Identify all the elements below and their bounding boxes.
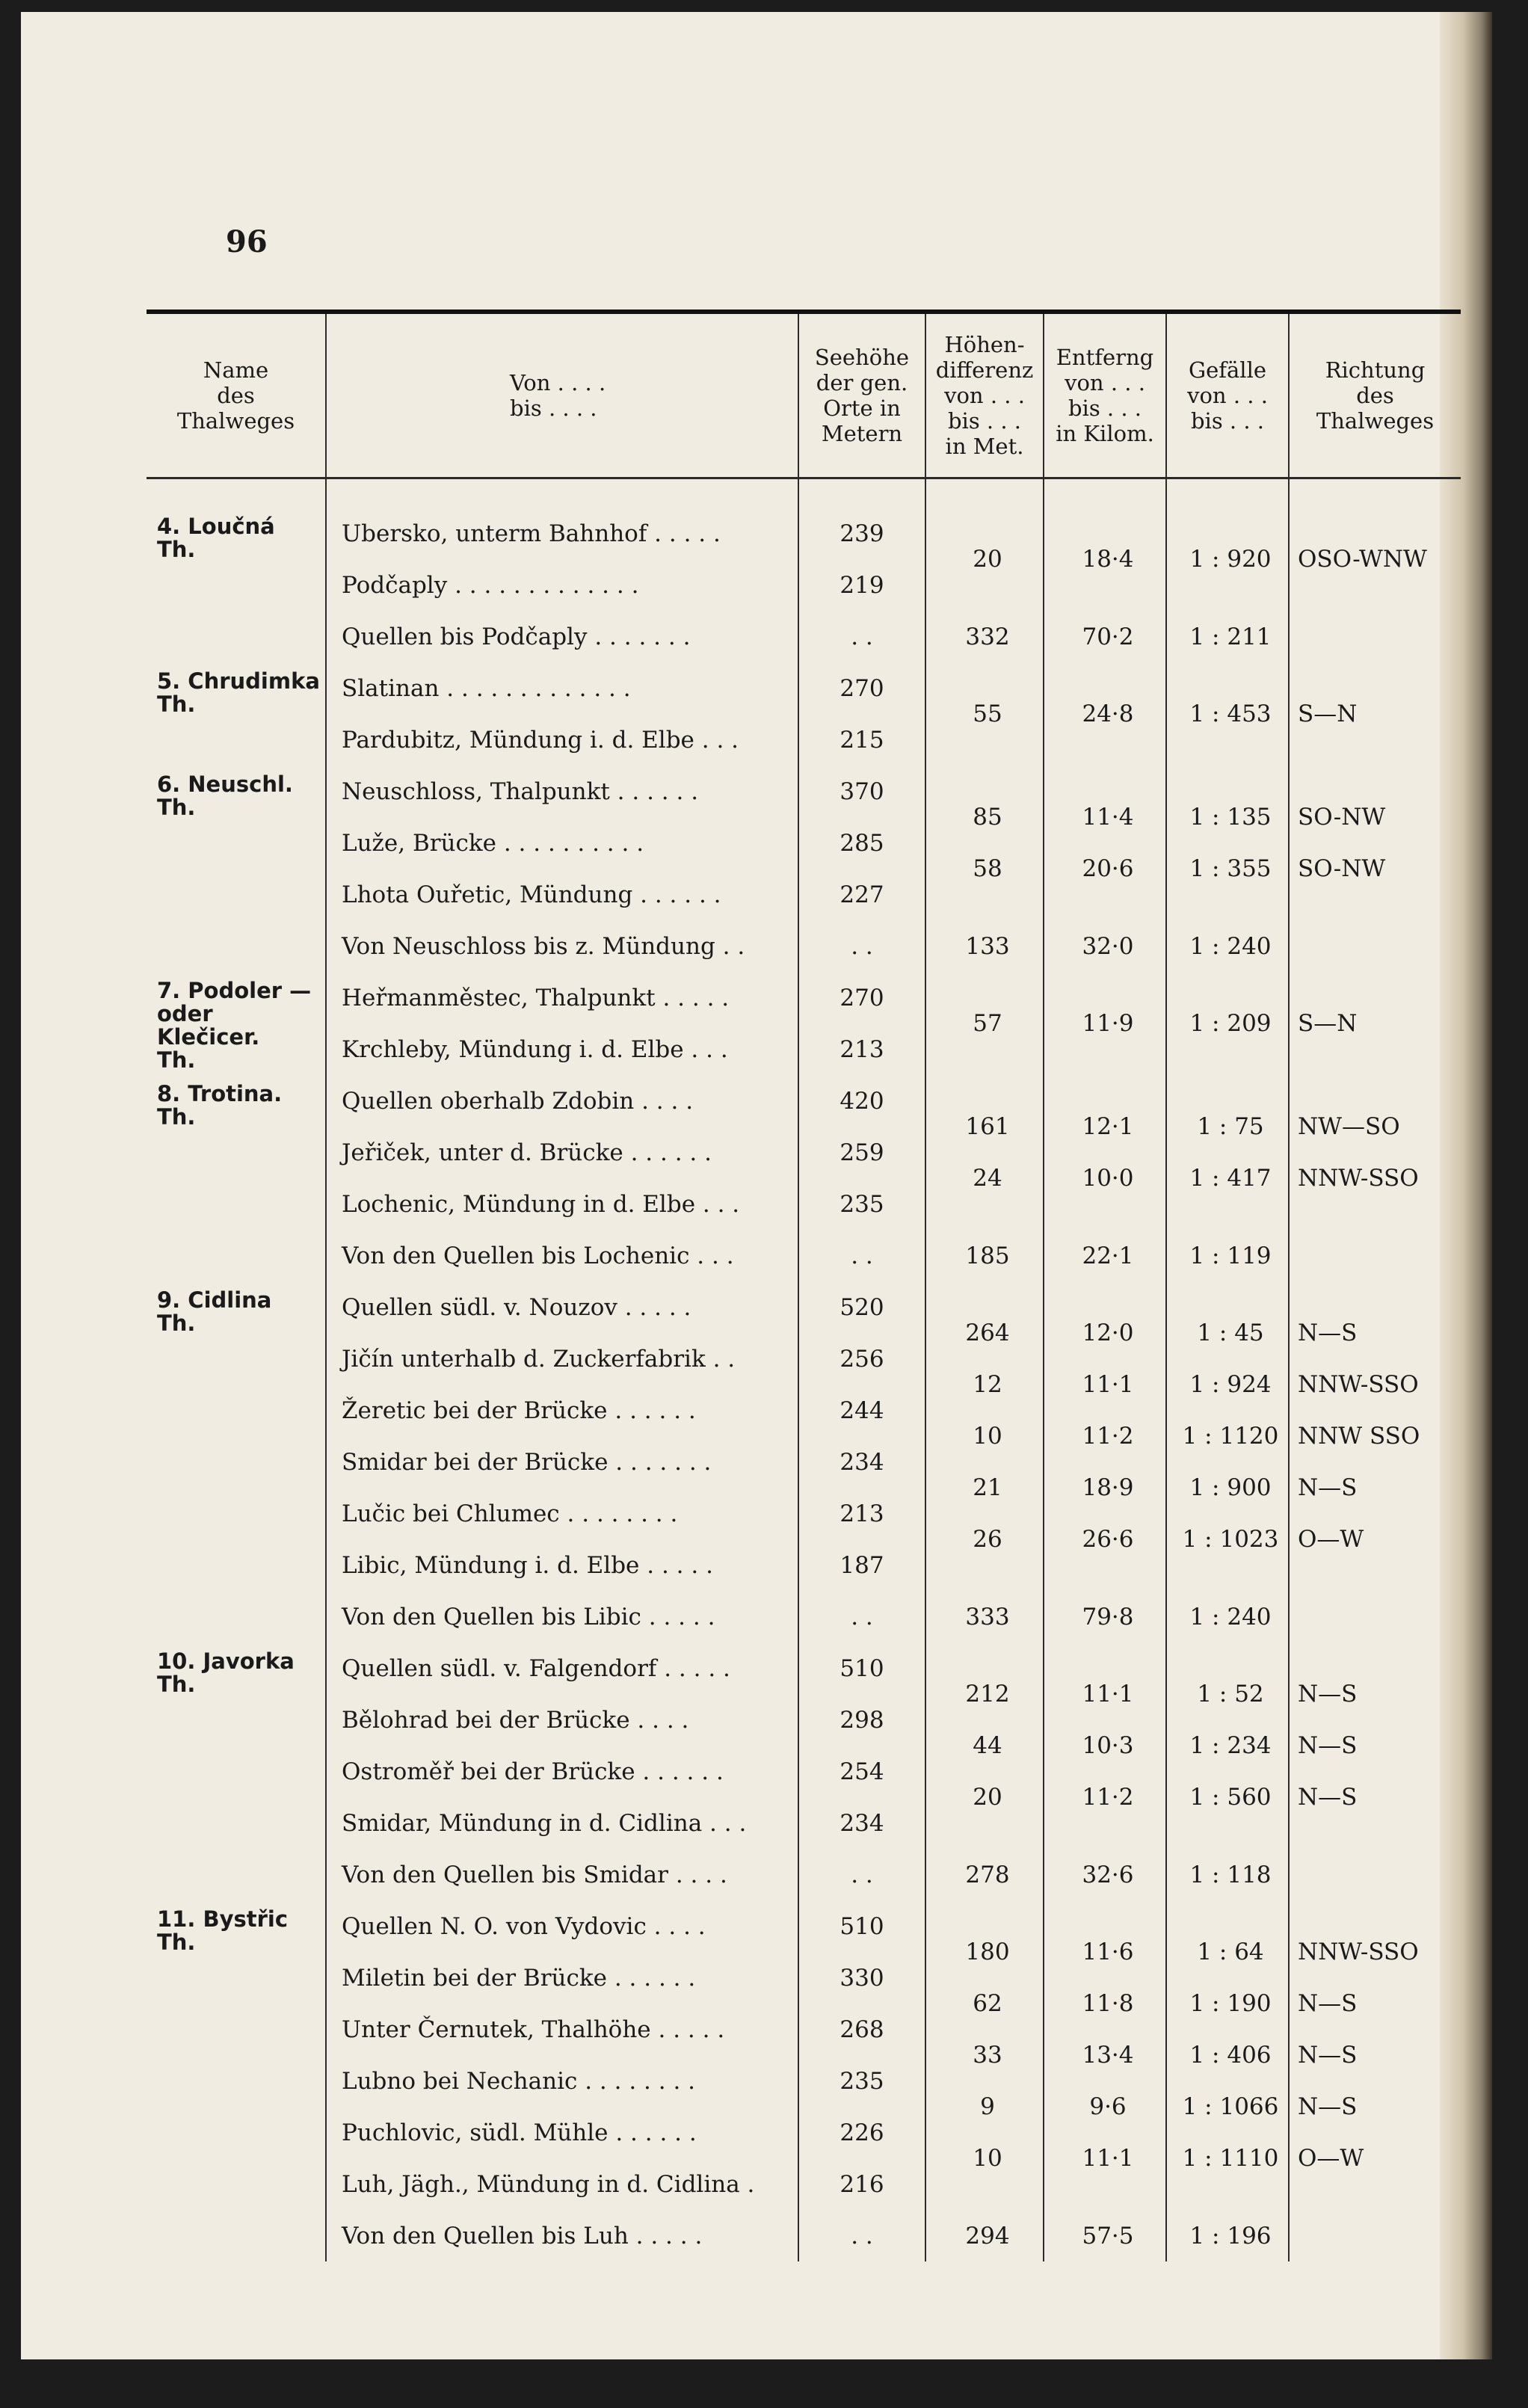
header-name: Name des Thalweges bbox=[147, 312, 326, 478]
name-cell bbox=[147, 714, 326, 766]
segment-diff: 20 bbox=[973, 546, 1002, 573]
place-cell: Libic, Mündung i. d. Elbe . . . . . bbox=[326, 1539, 798, 1591]
place-cell: Von den Quellen bis Luh . . . . . bbox=[326, 2210, 798, 2261]
place-cell: Quellen oberhalb Zdobin . . . . bbox=[326, 1075, 798, 1127]
spacer-cell bbox=[1289, 478, 1461, 508]
place-cell: Lochenic, Mündung in d. Elbe . . . bbox=[326, 1178, 798, 1230]
name-cell bbox=[147, 611, 326, 662]
segment-dist: 11·9 bbox=[1082, 1010, 1134, 1037]
segment-grad: 1 : 417 bbox=[1189, 1165, 1272, 1192]
height-cell: 520 bbox=[798, 1281, 925, 1333]
name-cell bbox=[147, 869, 326, 920]
header-gefaelle: Gefälle von . . . bis . . . bbox=[1166, 312, 1289, 478]
name-cell bbox=[147, 1746, 326, 1797]
segment-dir: NNW-SSO bbox=[1298, 1165, 1419, 1192]
height-cell: 510 bbox=[798, 1642, 925, 1694]
height-cell: 213 bbox=[798, 1023, 925, 1075]
place-cell: Bělohrad bei der Brücke . . . . bbox=[326, 1694, 798, 1746]
segment-diff: 21 bbox=[973, 1474, 1002, 1501]
river-label: 9. Cidlina Th. bbox=[157, 1287, 272, 1336]
segment-dist: 11·1 bbox=[1082, 2145, 1134, 2172]
name-cell bbox=[147, 1849, 326, 1900]
height-cell: 219 bbox=[798, 559, 925, 611]
segment-dist: 11·1 bbox=[1082, 1681, 1134, 1708]
segment-dir: NNW-SSO bbox=[1298, 1371, 1419, 1398]
segment-grad: 1 : 211 bbox=[1189, 623, 1272, 650]
segment-diff: 180 bbox=[965, 1939, 1010, 1965]
segment-diff: 264 bbox=[965, 1320, 1010, 1346]
height-cell: 268 bbox=[798, 2004, 925, 2055]
place-cell: Quellen bis Podčaply . . . . . . . bbox=[326, 611, 798, 662]
page-number: 96 bbox=[226, 224, 268, 259]
segment-dist: 22·1 bbox=[1082, 1242, 1134, 1269]
river-label: 11. Bystřic Th. bbox=[157, 1906, 289, 1955]
segment-dist: 24·8 bbox=[1082, 700, 1134, 727]
place-cell: Von den Quellen bis Lochenic . . . bbox=[326, 1230, 798, 1281]
segment-dist: 11·1 bbox=[1082, 1371, 1134, 1398]
segment-grad: 1 : 234 bbox=[1189, 1732, 1272, 1759]
place-cell: Pardubitz, Mündung i. d. Elbe . . . bbox=[326, 714, 798, 766]
name-cell bbox=[147, 1694, 326, 1746]
segment-grad: 1 : 45 bbox=[1197, 1320, 1264, 1346]
segment-diff: 57 bbox=[973, 1010, 1002, 1037]
segment-dist: 11·2 bbox=[1082, 1423, 1134, 1450]
segment-dist: 26·6 bbox=[1082, 1526, 1134, 1553]
segment-dist: 11·2 bbox=[1082, 1784, 1134, 1811]
name-cell bbox=[147, 1333, 326, 1385]
segment-grad: 1 : 924 bbox=[1189, 1371, 1272, 1398]
segment-grad: 1 : 75 bbox=[1197, 1113, 1264, 1140]
header-row bbox=[147, 312, 1461, 478]
place-cell: Von Neuschloss bis z. Mündung . . bbox=[326, 920, 798, 972]
segment-dir: SO-NW bbox=[1298, 855, 1386, 882]
name-cell bbox=[147, 1952, 326, 2004]
segment-dist: 12·0 bbox=[1082, 1320, 1134, 1346]
segment-dir: O—W bbox=[1298, 2145, 1364, 2172]
segment-dir: NW—SO bbox=[1298, 1113, 1400, 1140]
segment-dir: O—W bbox=[1298, 1526, 1364, 1553]
height-cell: 256 bbox=[798, 1333, 925, 1385]
height-cell: 227 bbox=[798, 869, 925, 920]
segment-diff: 24 bbox=[973, 1165, 1002, 1192]
name-cell bbox=[147, 2210, 326, 2261]
height-cell: . . bbox=[798, 1230, 925, 1281]
height-cell: . . bbox=[798, 611, 925, 662]
dir-cell bbox=[1289, 1591, 1461, 1642]
segment-dist: 9·6 bbox=[1089, 2093, 1127, 2120]
name-cell bbox=[147, 1797, 326, 1849]
segment-dist: 79·8 bbox=[1082, 1603, 1134, 1631]
segment-dir: OSO-WNW bbox=[1298, 546, 1427, 573]
place-cell: Ostroměř bei der Brücke . . . . . . bbox=[326, 1746, 798, 1797]
height-cell: . . bbox=[798, 1591, 925, 1642]
height-cell: . . bbox=[798, 2210, 925, 2261]
segment-grad: 1 : 453 bbox=[1189, 700, 1272, 727]
name-cell bbox=[147, 1385, 326, 1436]
place-cell: Žeretic bei der Brücke . . . . . . bbox=[326, 1385, 798, 1436]
place-cell: Puchlovic, südl. Mühle . . . . . . bbox=[326, 2107, 798, 2158]
place-cell: Lučic bei Chlumec . . . . . . . . bbox=[326, 1488, 798, 1539]
height-cell: . . bbox=[798, 1849, 925, 1900]
segment-diff: 9 bbox=[980, 2093, 995, 2120]
header-richtung: Richtung des Thalweges bbox=[1289, 312, 1461, 478]
spacer-cell bbox=[326, 478, 798, 508]
segment-dist: 12·1 bbox=[1082, 1113, 1134, 1140]
height-cell: 298 bbox=[798, 1694, 925, 1746]
height-cell: 330 bbox=[798, 1952, 925, 2004]
name-cell bbox=[147, 1127, 326, 1178]
river-label: 7. Podoler — oder Klečicer. Th. bbox=[157, 978, 312, 1073]
segment-grad: 1 : 1120 bbox=[1182, 1423, 1279, 1450]
segment-grad: 1 : 190 bbox=[1189, 1990, 1272, 2017]
segment-dist: 11·6 bbox=[1082, 1939, 1134, 1965]
dir-cell bbox=[1289, 1230, 1461, 1281]
segment-dist: 10·3 bbox=[1082, 1732, 1134, 1759]
segment-diff: 12 bbox=[973, 1371, 1002, 1398]
height-cell: 216 bbox=[798, 2158, 925, 2210]
place-cell: Lubno bei Nechanic . . . . . . . . bbox=[326, 2055, 798, 2107]
segment-diff: 161 bbox=[965, 1113, 1010, 1140]
segment-dist: 13·4 bbox=[1082, 2042, 1134, 2069]
segment-diff: 212 bbox=[965, 1681, 1010, 1708]
spacer-cell bbox=[925, 478, 1044, 508]
height-cell: 254 bbox=[798, 1746, 925, 1797]
place-cell: Heřmanměstec, Thalpunkt . . . . . bbox=[326, 972, 798, 1023]
segment-diff: 62 bbox=[973, 1990, 1002, 2017]
place-cell: Unter Černutek, Thalhöhe . . . . . bbox=[326, 2004, 798, 2055]
segment-grad: 1 : 920 bbox=[1189, 546, 1272, 573]
place-cell: Quellen südl. v. Falgendorf . . . . . bbox=[326, 1642, 798, 1694]
thalweg-table bbox=[147, 310, 1461, 2261]
place-cell: Miletin bei der Brücke . . . . . . bbox=[326, 1952, 798, 2004]
spacer-cell bbox=[1166, 478, 1289, 508]
spacer-cell bbox=[147, 478, 326, 508]
name-cell bbox=[147, 1539, 326, 1591]
segment-diff: 133 bbox=[965, 932, 1010, 960]
segment-dir: S—N bbox=[1298, 1010, 1358, 1037]
segment-dist: 32·6 bbox=[1082, 1861, 1134, 1888]
place-cell: Podčaply . . . . . . . . . . . . . bbox=[326, 559, 798, 611]
segment-grad: 1 : 240 bbox=[1189, 1603, 1272, 1631]
place-cell: Lhota Ouřetic, Mündung . . . . . . bbox=[326, 869, 798, 920]
segment-dir: N—S bbox=[1298, 1990, 1358, 2017]
height-cell: 215 bbox=[798, 714, 925, 766]
name-cell bbox=[147, 817, 326, 869]
segment-dist: 11·8 bbox=[1082, 1990, 1134, 2017]
segment-dir: S—N bbox=[1298, 700, 1358, 727]
segment-diff: 20 bbox=[973, 1784, 1002, 1811]
segment-diff: 332 bbox=[965, 623, 1010, 650]
place-cell: Jičín unterhalb d. Zuckerfabrik . . bbox=[326, 1333, 798, 1385]
segment-diff: 26 bbox=[973, 1526, 1002, 1553]
dir-cell bbox=[1289, 611, 1461, 662]
segment-diff: 58 bbox=[973, 855, 1002, 882]
segment-diff: 333 bbox=[965, 1603, 1010, 1631]
segment-dist: 11·4 bbox=[1082, 804, 1134, 831]
height-cell: 259 bbox=[798, 1127, 925, 1178]
height-cell: 235 bbox=[798, 1178, 925, 1230]
segment-dir: N—S bbox=[1298, 1732, 1358, 1759]
segment-dir: SO-NW bbox=[1298, 804, 1386, 831]
segment-dist: 32·0 bbox=[1082, 932, 1134, 960]
segment-dist: 57·5 bbox=[1082, 2222, 1134, 2250]
height-cell: 244 bbox=[798, 1385, 925, 1436]
segment-dir: N—S bbox=[1298, 1784, 1358, 1811]
segment-dir: N—S bbox=[1298, 2042, 1358, 2069]
segment-diff: 33 bbox=[973, 2042, 1002, 2069]
segment-dist: 18·4 bbox=[1082, 546, 1134, 573]
segment-dist: 20·6 bbox=[1082, 855, 1134, 882]
header-seehoehe: Seehöhe der gen. Orte in Metern bbox=[798, 312, 925, 478]
segment-grad: 1 : 1110 bbox=[1182, 2145, 1279, 2172]
height-cell: 226 bbox=[798, 2107, 925, 2158]
segment-grad: 1 : 560 bbox=[1189, 1784, 1272, 1811]
segment-grad: 1 : 406 bbox=[1189, 2042, 1272, 2069]
name-cell bbox=[147, 1488, 326, 1539]
segment-diff: 294 bbox=[965, 2222, 1010, 2250]
place-cell: Slatinan . . . . . . . . . . . . . bbox=[326, 662, 798, 714]
river-label: 8. Trotina. Th. bbox=[157, 1081, 283, 1130]
segment-diff: 85 bbox=[973, 804, 1002, 831]
segment-grad: 1 : 196 bbox=[1189, 2222, 1272, 2250]
segment-dir: NNW-SSO bbox=[1298, 1939, 1419, 1965]
segment-diff: 55 bbox=[973, 700, 1002, 727]
river-label: 4. Loučná Th. bbox=[157, 514, 275, 562]
header-von-bis: Von . . . . bis . . . . bbox=[326, 312, 798, 478]
segment-grad: 1 : 52 bbox=[1197, 1681, 1264, 1708]
segment-diff: 185 bbox=[965, 1242, 1010, 1269]
height-cell: . . bbox=[798, 920, 925, 972]
dir-cell bbox=[1289, 1849, 1461, 1900]
river-label: 5. Chrudimka Th. bbox=[157, 668, 320, 717]
dir-cell bbox=[1289, 920, 1461, 972]
segment-dist: 10·0 bbox=[1082, 1165, 1134, 1192]
segment-dir: N—S bbox=[1298, 1681, 1358, 1708]
place-cell: Quellen südl. v. Nouzov . . . . . bbox=[326, 1281, 798, 1333]
height-cell: 235 bbox=[798, 2055, 925, 2107]
segment-grad: 1 : 900 bbox=[1189, 1474, 1272, 1501]
dir-cell bbox=[1289, 2210, 1461, 2261]
segment-grad: 1 : 135 bbox=[1189, 804, 1272, 831]
river-label: 6. Neuschl. Th. bbox=[157, 772, 293, 820]
height-cell: 270 bbox=[798, 662, 925, 714]
height-cell: 239 bbox=[798, 508, 925, 559]
height-cell: 510 bbox=[798, 1900, 925, 1952]
place-cell: Von den Quellen bis Smidar . . . . bbox=[326, 1849, 798, 1900]
segment-diff: 10 bbox=[973, 1423, 1002, 1450]
height-cell: 213 bbox=[798, 1488, 925, 1539]
segment-diff: 44 bbox=[973, 1732, 1002, 1759]
place-cell: Luže, Brücke . . . . . . . . . . bbox=[326, 817, 798, 869]
name-cell bbox=[147, 2158, 326, 2210]
name-cell bbox=[147, 2107, 326, 2158]
name-cell bbox=[147, 1591, 326, 1642]
name-cell bbox=[147, 1436, 326, 1488]
header-entfernung: Entferng von . . . bis . . . in Kilom. bbox=[1044, 312, 1166, 478]
segment-dir: N—S bbox=[1298, 1320, 1358, 1346]
segment-grad: 1 : 240 bbox=[1189, 932, 1272, 960]
segment-grad: 1 : 1066 bbox=[1182, 2093, 1279, 2120]
segment-diff: 10 bbox=[973, 2145, 1002, 2172]
segment-grad: 1 : 209 bbox=[1189, 1010, 1272, 1037]
place-cell: Smidar, Mündung in d. Cidlina . . . bbox=[326, 1797, 798, 1849]
spacer-cell bbox=[1044, 478, 1166, 508]
place-cell: Smidar bei der Brücke . . . . . . . bbox=[326, 1436, 798, 1488]
height-cell: 420 bbox=[798, 1075, 925, 1127]
place-cell: Ubersko, unterm Bahnhof . . . . . bbox=[326, 508, 798, 559]
place-cell: Von den Quellen bis Libic . . . . . bbox=[326, 1591, 798, 1642]
height-cell: 234 bbox=[798, 1797, 925, 1849]
height-cell: 285 bbox=[798, 817, 925, 869]
place-cell: Neuschloss, Thalpunkt . . . . . . bbox=[326, 766, 798, 817]
segment-grad: 1 : 64 bbox=[1197, 1939, 1264, 1965]
name-cell bbox=[147, 1230, 326, 1281]
segment-dir: N—S bbox=[1298, 1474, 1358, 1501]
segment-diff: 278 bbox=[965, 1861, 1010, 1888]
segment-dir: NNW SSO bbox=[1298, 1423, 1420, 1450]
name-cell bbox=[147, 2004, 326, 2055]
spacer-row bbox=[147, 478, 1461, 508]
name-cell bbox=[147, 559, 326, 611]
height-cell: 270 bbox=[798, 972, 925, 1023]
place-cell: Quellen N. O. von Vydovic . . . . bbox=[326, 1900, 798, 1952]
segment-dist: 18·9 bbox=[1082, 1474, 1134, 1501]
name-cell bbox=[147, 1178, 326, 1230]
segment-dir: N—S bbox=[1298, 2093, 1358, 2120]
name-cell bbox=[147, 920, 326, 972]
segment-dist: 70·2 bbox=[1082, 623, 1134, 650]
place-cell: Jeřiček, unter d. Brücke . . . . . . bbox=[326, 1127, 798, 1178]
segment-grad: 1 : 355 bbox=[1189, 855, 1272, 882]
height-cell: 234 bbox=[798, 1436, 925, 1488]
river-label: 10. Javorka Th. bbox=[157, 1648, 295, 1697]
name-cell bbox=[147, 2055, 326, 2107]
place-cell: Krchleby, Mündung i. d. Elbe . . . bbox=[326, 1023, 798, 1075]
height-cell: 187 bbox=[798, 1539, 925, 1591]
height-cell: 370 bbox=[798, 766, 925, 817]
segment-grad: 1 : 119 bbox=[1189, 1242, 1272, 1269]
header-hoehendifferenz: Höhen- differenz von . . . bis . . . in Met. bbox=[925, 312, 1044, 478]
segment-grad: 1 : 118 bbox=[1189, 1861, 1272, 1888]
spacer-cell bbox=[798, 478, 925, 508]
segment-grad: 1 : 1023 bbox=[1182, 1526, 1279, 1553]
place-cell: Luh, Jägh., Mündung in d. Cidlina . bbox=[326, 2158, 798, 2210]
